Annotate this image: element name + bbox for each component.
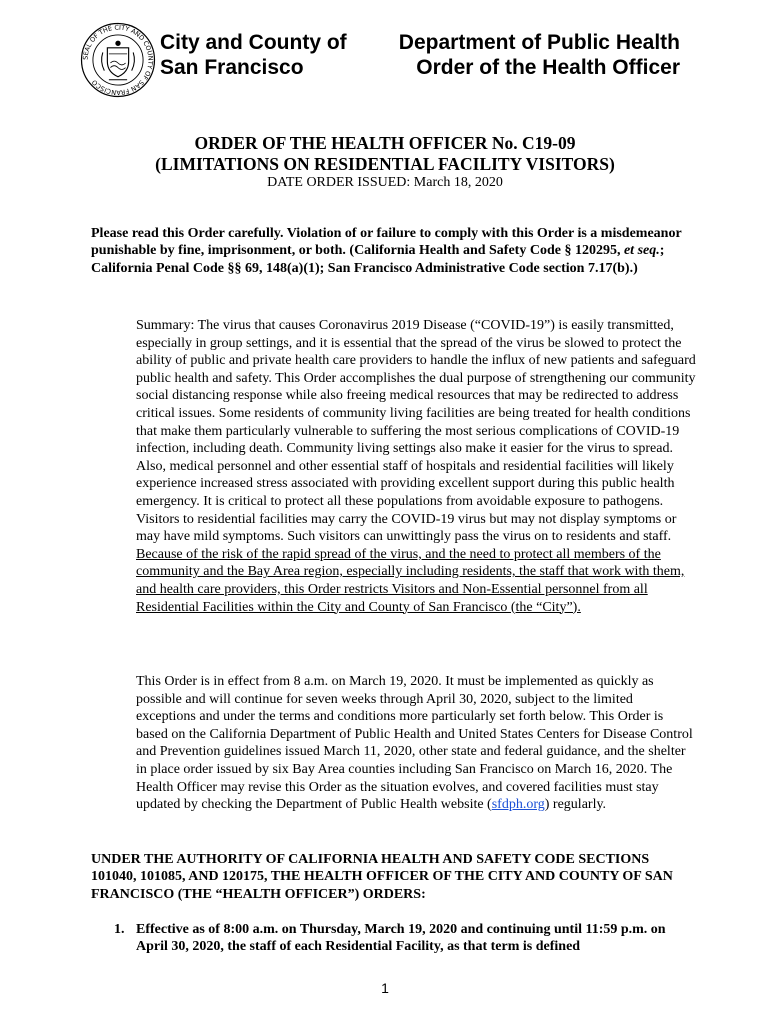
svg-text:SEAL OF THE CITY AND COUNTY OF: SEAL OF THE CITY AND COUNTY OF SAN FRANCISCO: [81, 23, 155, 97]
summary-text: Summary: The virus that causes Coronavirus 2019 Disease (“COVID-19”) is easily transmitted, especially in group settings, and it is essential that the spread of the virus be slowed to protect the ability of public and private health care providers to handle the influx of new patients and safeguard public health and safety. This Order accomplishes the dual purpose of strengthening our community social distancing response while also freeing medical resources that may be redirected to address critical issues. Some residents of community living facilities are being treated for health conditions that make them particularly vulnerable to suffering the most serious complications of COVID-19 infection, including death. Community living settings also make it easier for the virus to spread. Also, medical personnel and other essential staff of hospitals and residential facilities will likely experience increased stress associated with providing excellent support during this public health emergency. It is critical to protect all these populations from avoidable exposure to pathogens. Visitors to residential facilities may carry the COVID-19 virus but may not display symptoms or may have mild symptoms. Such visitors can unwittingly pass the virus on to residents and staff.: [136, 318, 696, 545]
header-city-line2: San Francisco: [160, 56, 304, 79]
page-number: 1: [381, 980, 389, 996]
summary-paragraph: [136, 317, 696, 616]
date-issued: DATE ORDER ISSUED: March 18, 2020: [267, 175, 503, 190]
order-item-text: Effective as of 8:00 a.m. on Thursday, March 19, 2020 and continuing until 11:59 p.m. on April 30, 2020, the staff of each Residential Facility, as that term is defined: [136, 922, 666, 955]
city-seal-logo: [80, 22, 156, 98]
warning-text-end: ; California Penal Code §§ 69, 148(a)(1); San Francisco Administrative Code section 7.17(b).): [91, 243, 665, 276]
effect-text: This Order is in effect from 8 a.m. on March 19, 2020. It must be implemented as quickly as possible and will continue for seven weeks through April 30, 2020, subject to the limited exceptions and under the terms and conditions more particularly set forth below. This Order is based on the California Department of Public Health and United States Centers for Disease Control and Prevention guidelines issued March 11, 2020, other state and federal guidance, and the shelter in place order issued by six Bay Area counties including San Francisco on March 16, 2020. The Health Officer may revise this Order as the situation evolves, and covered facilities must stay updated by checking the Department of Public Health website (: [136, 674, 693, 813]
header-city-line1: City and County of: [160, 31, 347, 54]
effect-paragraph: [136, 673, 696, 814]
header-department-line1: Department of Public Health: [398, 31, 680, 54]
header-department-line2: Order of the Health Officer: [416, 56, 680, 79]
header-department: [399, 30, 680, 80]
order-title: [0, 133, 770, 175]
warning-paragraph: [91, 225, 691, 277]
order-item-1: [114, 921, 694, 956]
sfdph-link[interactable]: sfdph.org: [491, 797, 545, 813]
order-item-number: 1.: [114, 922, 125, 937]
authority-heading: UNDER THE AUTHORITY OF CALIFORNIA HEALTH AND SAFETY CODE SECTIONS 101040, 101085, AND 120175, THE HEALTH OFFICER OF THE CITY AND COUNTY OF SAN FRANCISCO (THE “HEALTH OFFICER”) ORDERS:: [91, 852, 673, 902]
summary-underlined-text: Because of the risk of the rapid spread of the virus, and the need to protect all members of the community and the Bay Area region, especially including residents, the staff that work with them, and health care providers, this Order restricts Visitors and Non-Essential personnel from all Residential Facilities within the City and County of San Francisco (the “City”).: [136, 546, 685, 615]
order-title-line1: ORDER OF THE HEALTH OFFICER No. C19-09: [194, 133, 576, 153]
warning-italic: et seq.: [623, 243, 660, 259]
effect-text-end: ) regularly.: [544, 797, 607, 813]
header-city: [160, 30, 347, 80]
warning-text: Please read this Order carefully. Violation of or failure to comply with this Order is a misdemeanor punishable by fine, imprisonment, or both. (California Health and Safety Code § 120295,: [91, 226, 682, 259]
order-title-line2: (LIMITATIONS ON RESIDENTIAL FACILITY VISITORS): [155, 154, 615, 174]
